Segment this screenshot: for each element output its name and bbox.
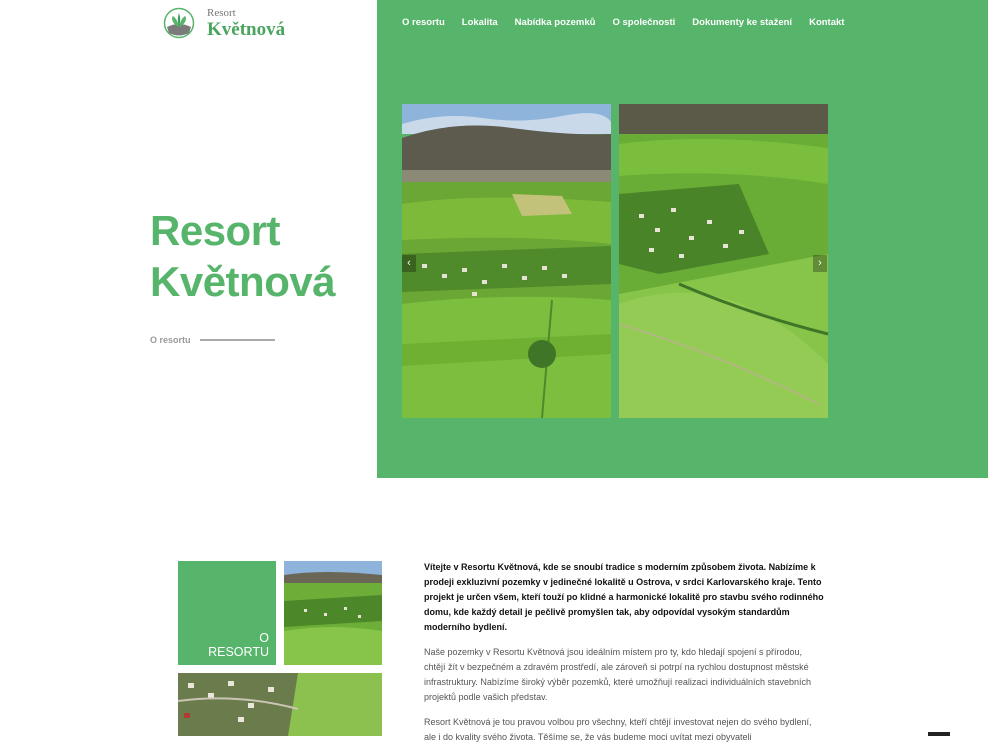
site-logo[interactable]	[163, 6, 285, 39]
nav-link-lokalita[interactable]: Lokalita	[461, 17, 498, 28]
about-box-line2: RESORTU	[208, 645, 269, 659]
hero-about-link[interactable]	[150, 335, 275, 345]
scroll-to-top-button[interactable]	[928, 732, 950, 736]
about-photo-landscape	[284, 561, 382, 665]
slider-photo-aerial-valley	[402, 104, 611, 418]
about-section-box	[178, 561, 276, 665]
about-photo-village	[178, 673, 382, 736]
hero-title-line1: Resort	[150, 207, 281, 254]
hero-link-label: O resortu	[150, 335, 191, 345]
hero-title-line2: Květnová	[150, 258, 336, 305]
hero-link-line	[200, 339, 275, 341]
nav-link-nabidka-pozemku[interactable]: Nabídka pozemků	[514, 17, 596, 28]
nav-link-o-resortu[interactable]: O resortu	[402, 17, 445, 28]
slider-prev-arrow[interactable]: ‹	[402, 255, 416, 272]
main-nav	[402, 17, 844, 28]
about-text	[424, 560, 824, 755]
slider-next-arrow[interactable]: ›	[813, 255, 827, 272]
nav-link-kontakt[interactable]: Kontakt	[809, 17, 845, 28]
slider-photo-aerial-village	[619, 104, 828, 418]
hero-title	[150, 205, 335, 307]
nav-link-dokumenty[interactable]: Dokumenty ke stažení	[692, 17, 793, 28]
about-paragraph-2: Naše pozemky v Resortu Květnová jsou ideálním místem pro ty, kdo hledají spojení s přírodou, chtějí žít v bezpečném a zdravém prostředí, ale zároveň si potrpí na rychlou dostupnost městské infrastruktury. Nabízíme široký výběr pozemků, které umožňují realizaci individuálních stavebních projektů podle vašich představ.	[424, 647, 811, 702]
logo-big-text: Květnová	[207, 19, 286, 40]
about-box-line1: O	[259, 631, 269, 645]
nav-link-o-spolecnosti[interactable]: O společnosti	[612, 17, 676, 28]
logo-small-text: Resort	[207, 7, 236, 19]
about-lead-paragraph: Vítejte v Resortu Květnová, kde se snoubí tradice s moderním způsobem života. Nabízíme k prodeji exkluzivní pozemky v jedinečné lokalitě u Ostrova, v srdci Karlovarského kraje. Tento projekt je určen všem, kteří touží po klidné a harmonické lokalitě pro stavbu svého rodinného domu, kde každý detail je pečlivě promyšlen tak, aby odpovídal vysokým standardům moderního bydlení.	[424, 562, 824, 632]
about-paragraph-3: Resort Květnová je tou pravou volbou pro všechny, kteří chtějí investovat nejen do svého bydlení, ale i do kvality svého života. Těšíme se, že vás budeme moci uvítat mezi obyvateli	[424, 717, 812, 742]
logo-leaf-icon	[163, 7, 195, 39]
